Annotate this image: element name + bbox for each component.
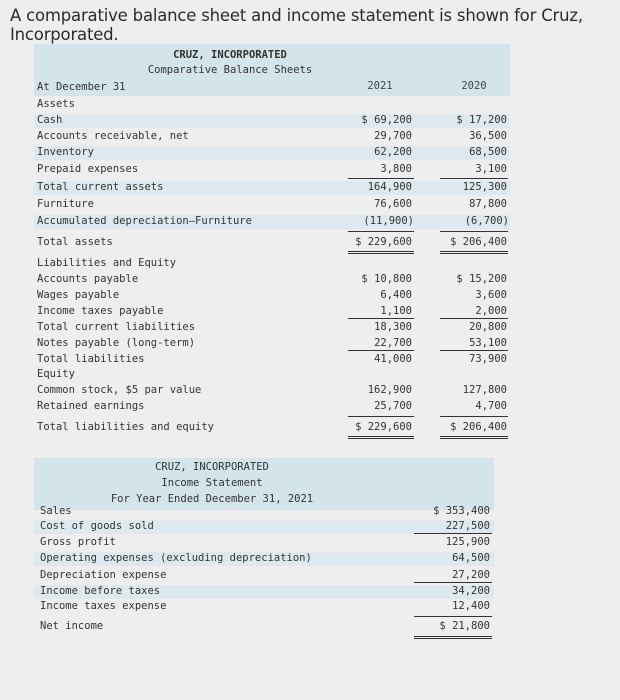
bs-row-label: Accumulated depreciation—Furniture <box>37 215 252 227</box>
bs-value-2021: 3,800 <box>380 163 412 175</box>
is-value: 34,200 <box>452 585 490 597</box>
is-value: 125,900 <box>445 536 490 548</box>
bs-value-2021: 76,600 <box>374 198 412 210</box>
bs-value-2020: $ 15,200 <box>456 273 507 285</box>
bs-value-2020: $ 17,200 <box>456 114 507 126</box>
subtotal-rule <box>348 350 414 351</box>
bs-value-2021: 162,900 <box>367 384 412 396</box>
bs-row-label: Wages payable <box>37 289 120 301</box>
bs-value-2020: 87,800 <box>469 198 507 210</box>
is-row-label: Income before taxes <box>40 585 161 597</box>
subtotal-rule <box>414 582 492 583</box>
bs-row-label: Furniture <box>37 198 94 210</box>
subtotal-rule <box>348 178 414 179</box>
bs-value-2020: $ 206,400 <box>450 421 507 433</box>
bs-row-label: Total current liabilities <box>37 321 196 333</box>
bs-value-2020: 127,800 <box>462 384 507 396</box>
bs-value-2020: 53,100 <box>469 337 507 349</box>
bs-value-2020: 3,100 <box>475 163 507 175</box>
bs-value-2020: (6,700) <box>464 215 509 227</box>
row-shade <box>34 114 510 128</box>
bs-value-2021: 164,900 <box>367 181 412 193</box>
bs-value-2021: $ 229,600 <box>355 421 412 433</box>
bs-value-2021: $ 69,200 <box>361 114 412 126</box>
is-row-label: Gross profit <box>40 536 116 548</box>
bs-value-2021: 41,000 <box>374 353 412 365</box>
is-value: 27,200 <box>452 569 490 581</box>
bs-year-2020: 2020 <box>461 80 487 92</box>
subtotal-rule <box>348 231 414 232</box>
bs-value-2020: 36,500 <box>469 130 507 142</box>
bs-value-2021: 22,700 <box>374 337 412 349</box>
subtotal-rule <box>348 416 414 417</box>
bs-value-2021: 18,300 <box>374 321 412 333</box>
bs-value-2021: (11,900) <box>363 215 414 227</box>
is-period: For Year Ended December 31, 2021 <box>110 493 314 505</box>
bs-value-2020: 4,700 <box>475 400 507 412</box>
total-double-rule <box>414 638 492 639</box>
subtotal-rule <box>440 178 508 179</box>
bs-row-label: Retained earnings <box>37 400 145 412</box>
bs-value-2020: 3,600 <box>475 289 507 301</box>
is-row-label: Net income <box>40 620 104 632</box>
is-value: $ 21,800 <box>439 620 490 632</box>
row-shade <box>34 146 510 160</box>
is-company: CRUZ, INCORPORATED <box>155 461 269 473</box>
bs-row-label: Notes payable (long-term) <box>37 337 196 349</box>
total-double-rule <box>348 253 414 254</box>
bs-row-label: Common stock, $5 par value <box>37 384 202 396</box>
bs-header-label: At December 31 <box>37 81 126 93</box>
bs-row-label: Total liabilities <box>37 353 145 365</box>
bs-year-2021: 2021 <box>367 80 393 92</box>
intro-text: A comparative balance sheet and income statement is shown for Cruz, Incorporated. <box>10 6 583 44</box>
bs-value-2020: 20,800 <box>469 321 507 333</box>
bs-value-2021: 6,400 <box>380 289 412 301</box>
is-value: 227,500 <box>445 520 490 532</box>
balance-sheet-header <box>34 44 510 96</box>
total-double-rule <box>440 436 508 437</box>
subtotal-rule <box>414 616 492 617</box>
total-double-rule <box>348 251 414 252</box>
bs-value-2020: 125,300 <box>462 181 507 193</box>
is-row-label: Cost of goods sold <box>40 520 154 532</box>
bs-value-2021: 1,100 <box>380 305 412 317</box>
is-title: Income Statement <box>161 477 263 489</box>
bs-value-2021: $ 10,800 <box>361 273 412 285</box>
total-double-rule <box>440 438 508 439</box>
bs-row-label: Total assets <box>37 236 113 248</box>
is-value: 64,500 <box>452 552 490 564</box>
total-double-rule <box>440 253 508 254</box>
bs-title: Comparative Balance Sheets <box>147 64 313 76</box>
bs-value-2020: 73,900 <box>469 353 507 365</box>
subtotal-rule <box>414 533 492 534</box>
total-double-rule <box>440 251 508 252</box>
bs-value-2021: 62,200 <box>374 146 412 158</box>
bs-company: CRUZ, INCORPORATED <box>173 49 287 61</box>
bs-value-2020: $ 206,400 <box>450 236 507 248</box>
subtotal-rule <box>440 350 508 351</box>
bs-row-label: Accounts receivable, net <box>37 130 189 142</box>
is-row-label: Income taxes expense <box>40 600 167 612</box>
bs-row-label: Assets <box>37 98 75 110</box>
total-double-rule <box>348 438 414 439</box>
is-value: 12,400 <box>452 600 490 612</box>
bs-value-2021: 29,700 <box>374 130 412 142</box>
bs-value-2020: 2,000 <box>475 305 507 317</box>
income-statement-header <box>34 458 494 510</box>
bs-row-label: Cash <box>37 114 63 126</box>
bs-value-2020: 68,500 <box>469 146 507 158</box>
subtotal-rule <box>348 318 414 319</box>
bs-row-label: Income taxes payable <box>37 305 164 317</box>
is-row-label: Sales <box>40 505 72 517</box>
is-row-label: Operating expenses (excluding depreciation) <box>40 552 312 564</box>
bs-row-label: Accounts payable <box>37 273 139 285</box>
bs-row-label: Liabilities and Equity <box>37 257 177 269</box>
subtotal-rule <box>440 416 508 417</box>
total-double-rule <box>348 436 414 437</box>
bs-row-label: Total liabilities and equity <box>37 421 215 433</box>
bs-row-label: Inventory <box>37 146 94 158</box>
bs-row-label: Prepaid expenses <box>37 163 139 175</box>
subtotal-rule <box>440 231 508 232</box>
is-value: $ 353,400 <box>433 505 490 517</box>
subtotal-rule <box>440 318 508 319</box>
bs-row-label: Total current assets <box>37 181 164 193</box>
total-double-rule <box>414 636 492 637</box>
is-row-label: Depreciation expense <box>40 569 167 581</box>
bs-row-label: Equity <box>37 368 75 380</box>
bs-value-2021: 25,700 <box>374 400 412 412</box>
bs-value-2021: $ 229,600 <box>355 236 412 248</box>
